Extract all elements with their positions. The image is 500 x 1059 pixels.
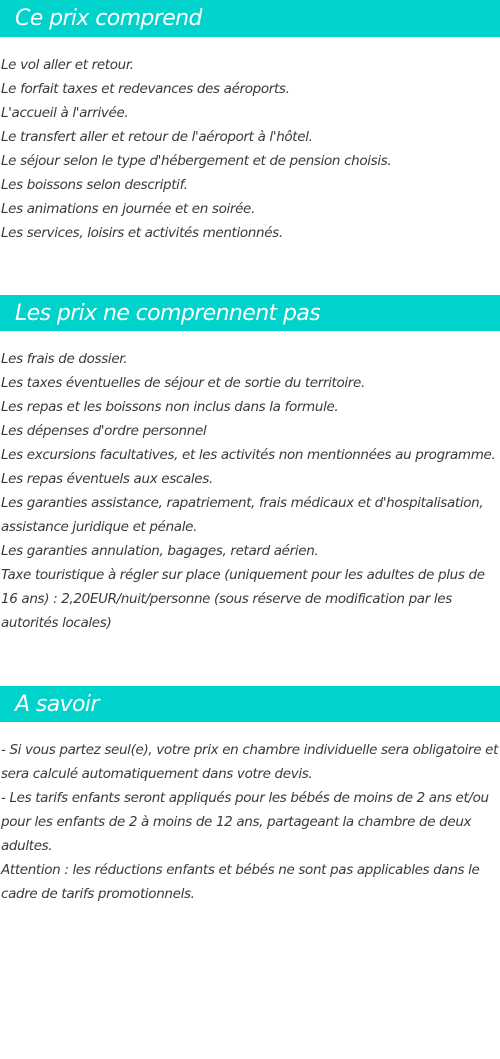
list-item: Le vol aller et retour. <box>1 57 134 73</box>
list-item: Les services, loisirs et activités mentionnés. <box>1 225 283 241</box>
list-item: L'accueil à l'arrivée. <box>1 105 129 121</box>
list-item: Le séjour selon le type d'hébergement et de pension choisis. <box>1 153 392 169</box>
section-price-includes <box>0 0 500 245</box>
list-item: Les dépenses d'ordre personnel <box>1 423 207 439</box>
list-item: Attention : les réductions enfants et bébés ne sont pas applicables dans le cadre de tarifs promotionnels. <box>1 862 480 902</box>
section-price-excludes <box>0 295 500 635</box>
list-item: Les animations en journée et en soirée. <box>1 201 255 217</box>
list-item: - Les tarifs enfants seront appliqués pour les bébés de moins de 2 ans et/ou pour les enfants de 2 à moins de 12 ans, partageant la chambre de deux adultes. <box>1 790 489 854</box>
list-item: Les repas et les boissons non inclus dans la formule. <box>1 399 339 415</box>
section-title-price-excludes: Les prix ne comprennent pas <box>0 295 500 331</box>
section-good-to-know <box>0 686 500 906</box>
list-item: Les boissons selon descriptif. <box>1 177 188 193</box>
list-item: Les repas éventuels aux escales. <box>1 471 213 487</box>
list-item: Taxe touristique à régler sur place (uniquement pour les adultes de plus de 16 ans) : 2,20EUR/nuit/personne (sous réserve de modification par les autorités locales) <box>1 567 485 631</box>
section-title-good-to-know: A savoir <box>0 686 500 722</box>
price-includes-list <box>0 53 500 245</box>
list-item: Les garanties annulation, bagages, retard aérien. <box>1 543 319 559</box>
list-item: - Si vous partez seul(e), votre prix en chambre individuelle sera obligatoire et sera calculé automatiquement dans votre devis. <box>1 742 499 782</box>
list-item: Le transfert aller et retour de l'aéroport à l'hôtel. <box>1 129 313 145</box>
list-item: Le forfait taxes et redevances des aéroports. <box>1 81 290 97</box>
list-item: Les taxes éventuelles de séjour et de sortie du territoire. <box>1 375 365 391</box>
list-item: Les frais de dossier. <box>1 351 128 367</box>
section-title-price-includes: Ce prix comprend <box>0 0 500 37</box>
price-excludes-list <box>0 347 500 635</box>
good-to-know-list <box>0 738 500 906</box>
list-item: Les excursions facultatives, et les activités non mentionnées au programme. <box>1 447 496 463</box>
list-item: Les garanties assistance, rapatriement, frais médicaux et d'hospitalisation, assistance juridique et pénale. <box>1 495 484 535</box>
